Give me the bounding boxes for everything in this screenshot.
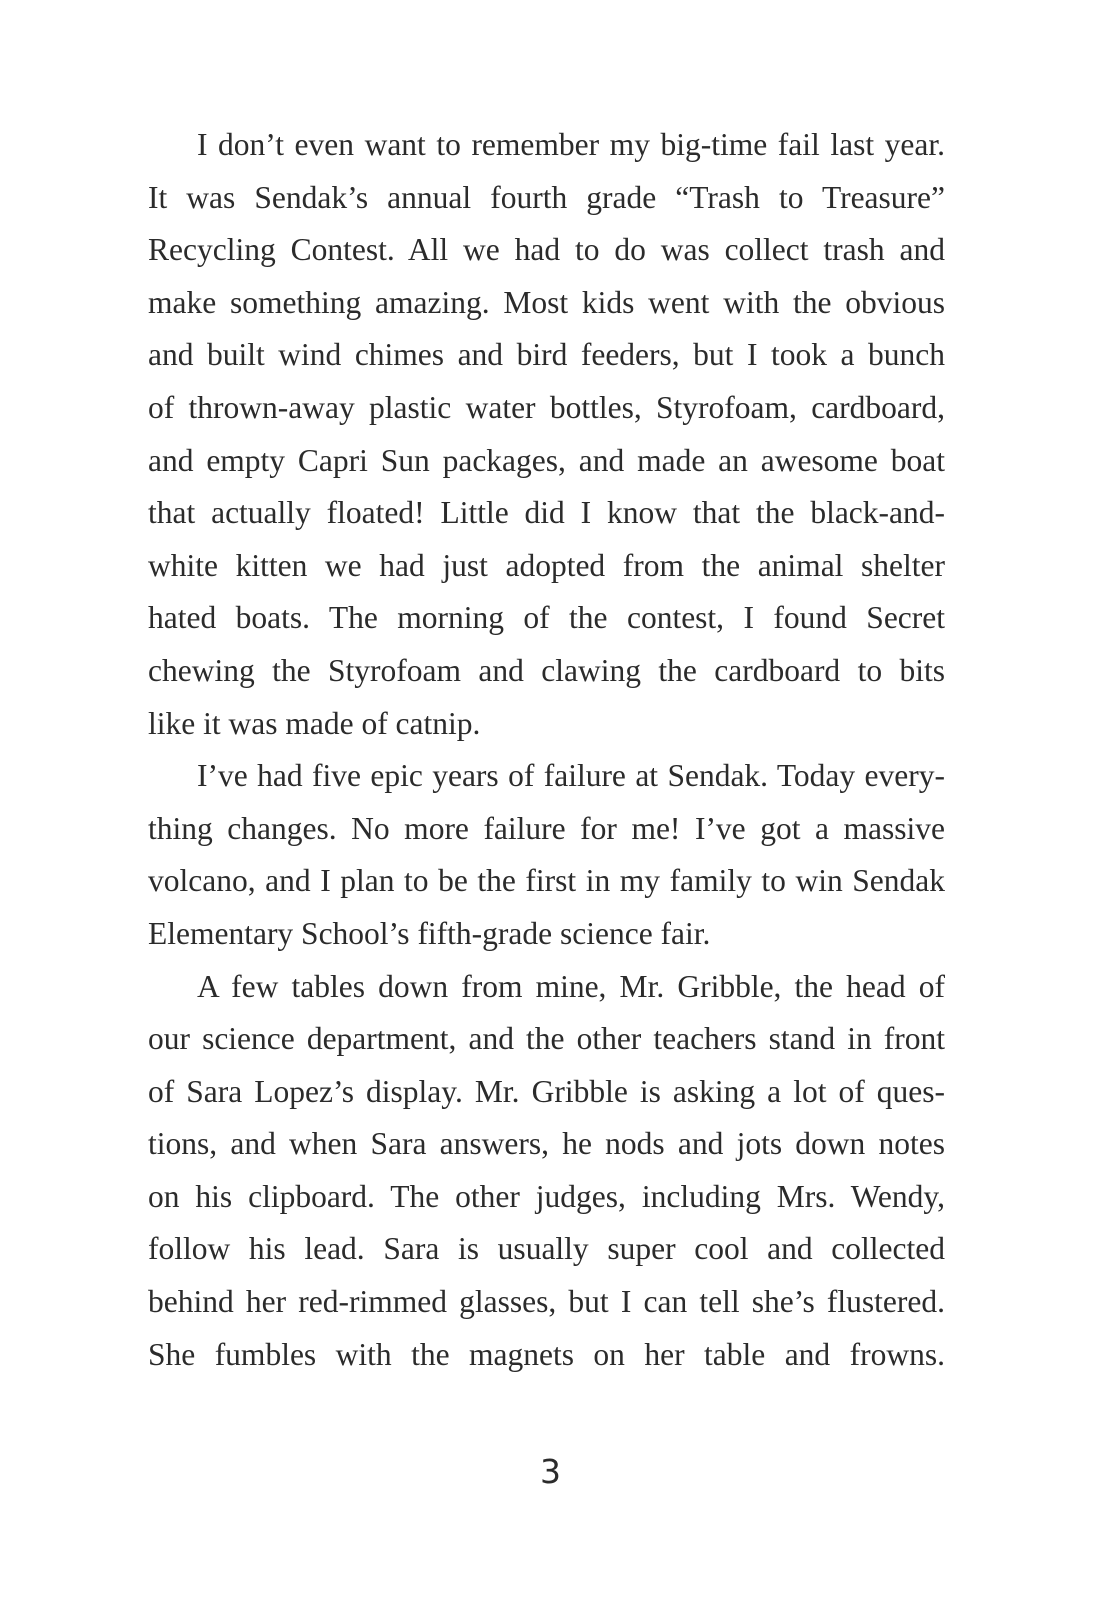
text-line: tions, and when Sara answers, he nods and jots down notes: [148, 1126, 945, 1162]
text-line: volcano, and I plan to be the first in my family to win Sendak: [148, 863, 945, 899]
page-number: 3: [540, 1452, 561, 1491]
text-line: behind her red-rimmed glasses, but I can tell she’s flustered.: [148, 1284, 945, 1320]
text-line: like it was made of catnip.: [148, 705, 481, 741]
text-line: follow his lead. Sara is usually super cool and collected: [148, 1231, 945, 1267]
text-line: She fumbles with the magnets on her table and frowns.: [148, 1336, 945, 1372]
text-line: I don’t even want to remember my big-time fail last year.: [197, 127, 945, 162]
text-line: and empty Capri Sun packages, and made an awesome boat: [148, 442, 945, 478]
text-line: A few tables down from mine, Mr. Gribble, the head of: [197, 968, 945, 1004]
text-line: white kitten we had just adopted from the animal shelter: [148, 547, 945, 583]
text-line: thing changes. No more failure for me! I’ve got a massive: [148, 810, 945, 846]
text-line: of Sara Lopez’s display. Mr. Gribble is asking a lot of ques-: [148, 1073, 945, 1109]
text-line: of thrown-away plastic water bottles, Styrofoam, cardboard,: [148, 389, 945, 425]
text-line: hated boats. The morning of the contest, I found Secret: [148, 600, 945, 636]
text-line: Recycling Contest. All we had to do was collect trash and: [148, 232, 945, 268]
text-line: chewing the Styrofoam and clawing the cardboard to bits: [148, 652, 945, 688]
text-line: make something amazing. Most kids went with the obvious: [148, 284, 945, 320]
text-line: Elementary School’s fifth-grade science fair.: [148, 915, 711, 951]
body-text: [148, 119, 945, 1381]
text-line: and built wind chimes and bird feeders, but I took a bunch: [148, 337, 945, 373]
text-line: I’ve had five epic years of failure at Sendak. Today every-: [197, 758, 945, 794]
text-line: on his clipboard. The other judges, including Mrs. Wendy,: [148, 1178, 945, 1214]
text-line: that actually floated! Little did I know that the black-and-: [148, 495, 945, 531]
text-line: It was Sendak’s annual fourth grade “Trash to Treasure”: [148, 179, 945, 215]
text-line: our science department, and the other teachers stand in front: [148, 1021, 945, 1057]
